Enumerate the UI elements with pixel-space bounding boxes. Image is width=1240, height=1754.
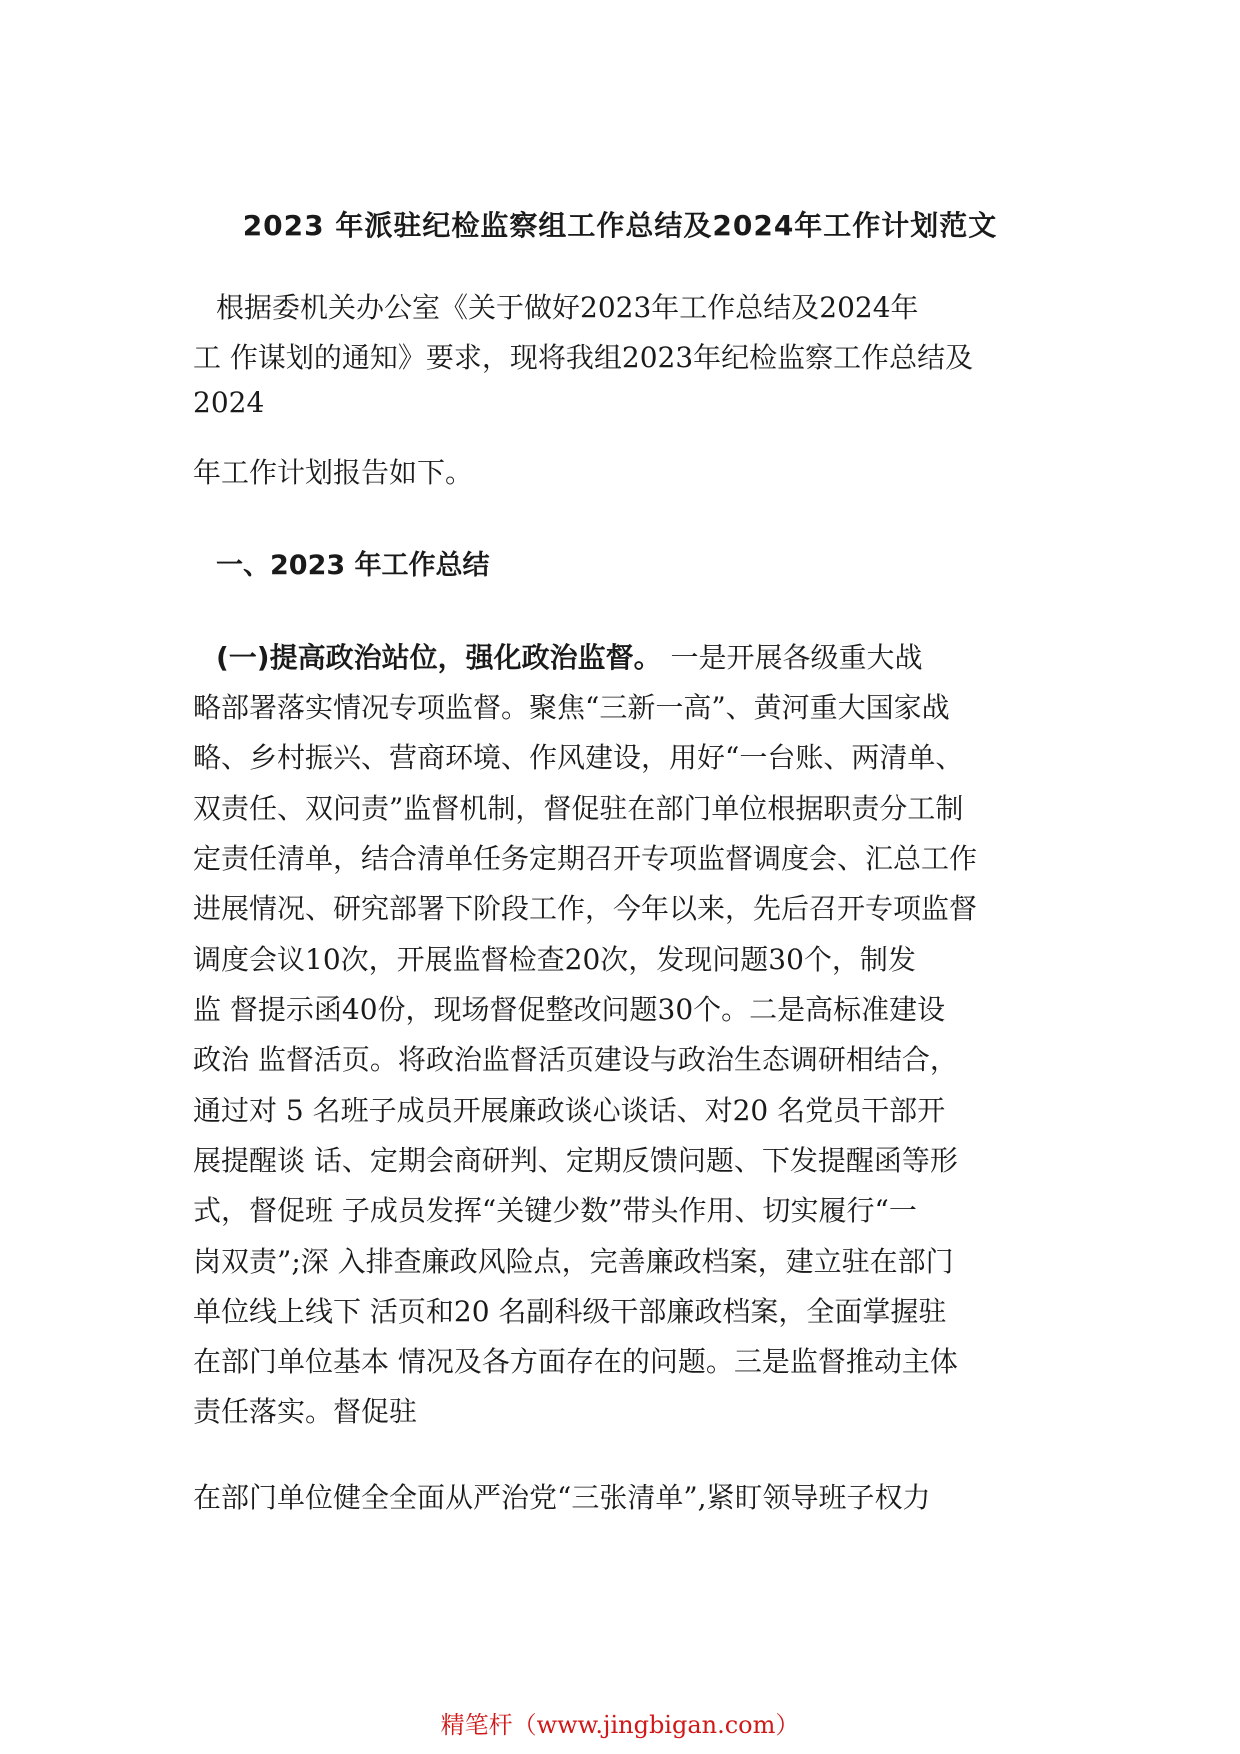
body-line: 一是开展各级重大战 — [661, 641, 923, 674]
body-line: 进展情况、研究部署下阶段工作，今年以来，先后召开专项监督 — [193, 892, 978, 925]
body-line: 在部门单位健全全面从严治党“三张清单”,紧盯领导班子权力 — [193, 1481, 931, 1514]
body-line: 调度会议10次，开展监督检查20次，发现问题30个，制发 — [193, 943, 916, 976]
intro-line: 2024 — [193, 386, 265, 419]
subsection-first-line — [216, 640, 1096, 676]
body-line: 岗双责”;深 入排查廉政风险点，完善廉政档案，建立驻在部门 — [193, 1245, 954, 1278]
subsection-title: (一)提高政治站位，强化政治监督。 — [216, 641, 662, 674]
section-heading: 一、2023 年工作总结 — [216, 550, 490, 581]
intro-line: 年工作计划报告如下。 — [193, 456, 474, 489]
body-line: 单位线上线下 活页和20 名副科级干部廉政档案，全面掌握驻 — [193, 1295, 947, 1328]
body-line: 略部署落实情况专项监督。聚焦“三新一高”、黄河重大国家战 — [193, 691, 950, 724]
body-line: 展提醒谈 话、定期会商研判、定期反馈问题、下发提醒函等形 — [193, 1144, 958, 1177]
body-line: 通过对 5 名班子成员开展廉政谈心谈话、对20 名党员干部开 — [193, 1094, 946, 1127]
document-title: 2023 年派驻纪检监察组工作总结及2024年工作计划范文 — [242, 209, 998, 242]
intro-line: 根据委机关办公室《关于做好2023年工作总结及2024年 — [216, 291, 919, 324]
footer-watermark[interactable]: 精笔杆（www.jingbigan.com） — [440, 1711, 800, 1739]
body-line: 略、乡村振兴、营商环境、作风建设，用好“一台账、两清单、 — [193, 741, 964, 774]
body-line: 在部门单位基本 情况及各方面存在的问题。三是监督推动主体 — [193, 1345, 958, 1378]
body-line: 式，督促班 子成员发挥“关键少数”带头作用、切实履行“一 — [193, 1194, 917, 1227]
body-line: 监 督提示函40份，现场督促整改问题30个。二是高标准建设 — [193, 993, 946, 1026]
body-line: 定责任清单，结合清单任务定期召开专项监督调度会、汇总工作 — [193, 842, 978, 875]
intro-line: 工 作谋划的通知》要求，现将我组2023年纪检监察工作总结及 — [193, 341, 974, 374]
body-line: 政治 监督活页。将政治监督活页建设与政治生态调研相结合， — [193, 1043, 958, 1076]
body-line: 双责任、双问责”监督机制，督促驻在部门单位根据职责分工制 — [193, 792, 964, 825]
body-line: 责任落实。督促驻 — [193, 1395, 418, 1428]
